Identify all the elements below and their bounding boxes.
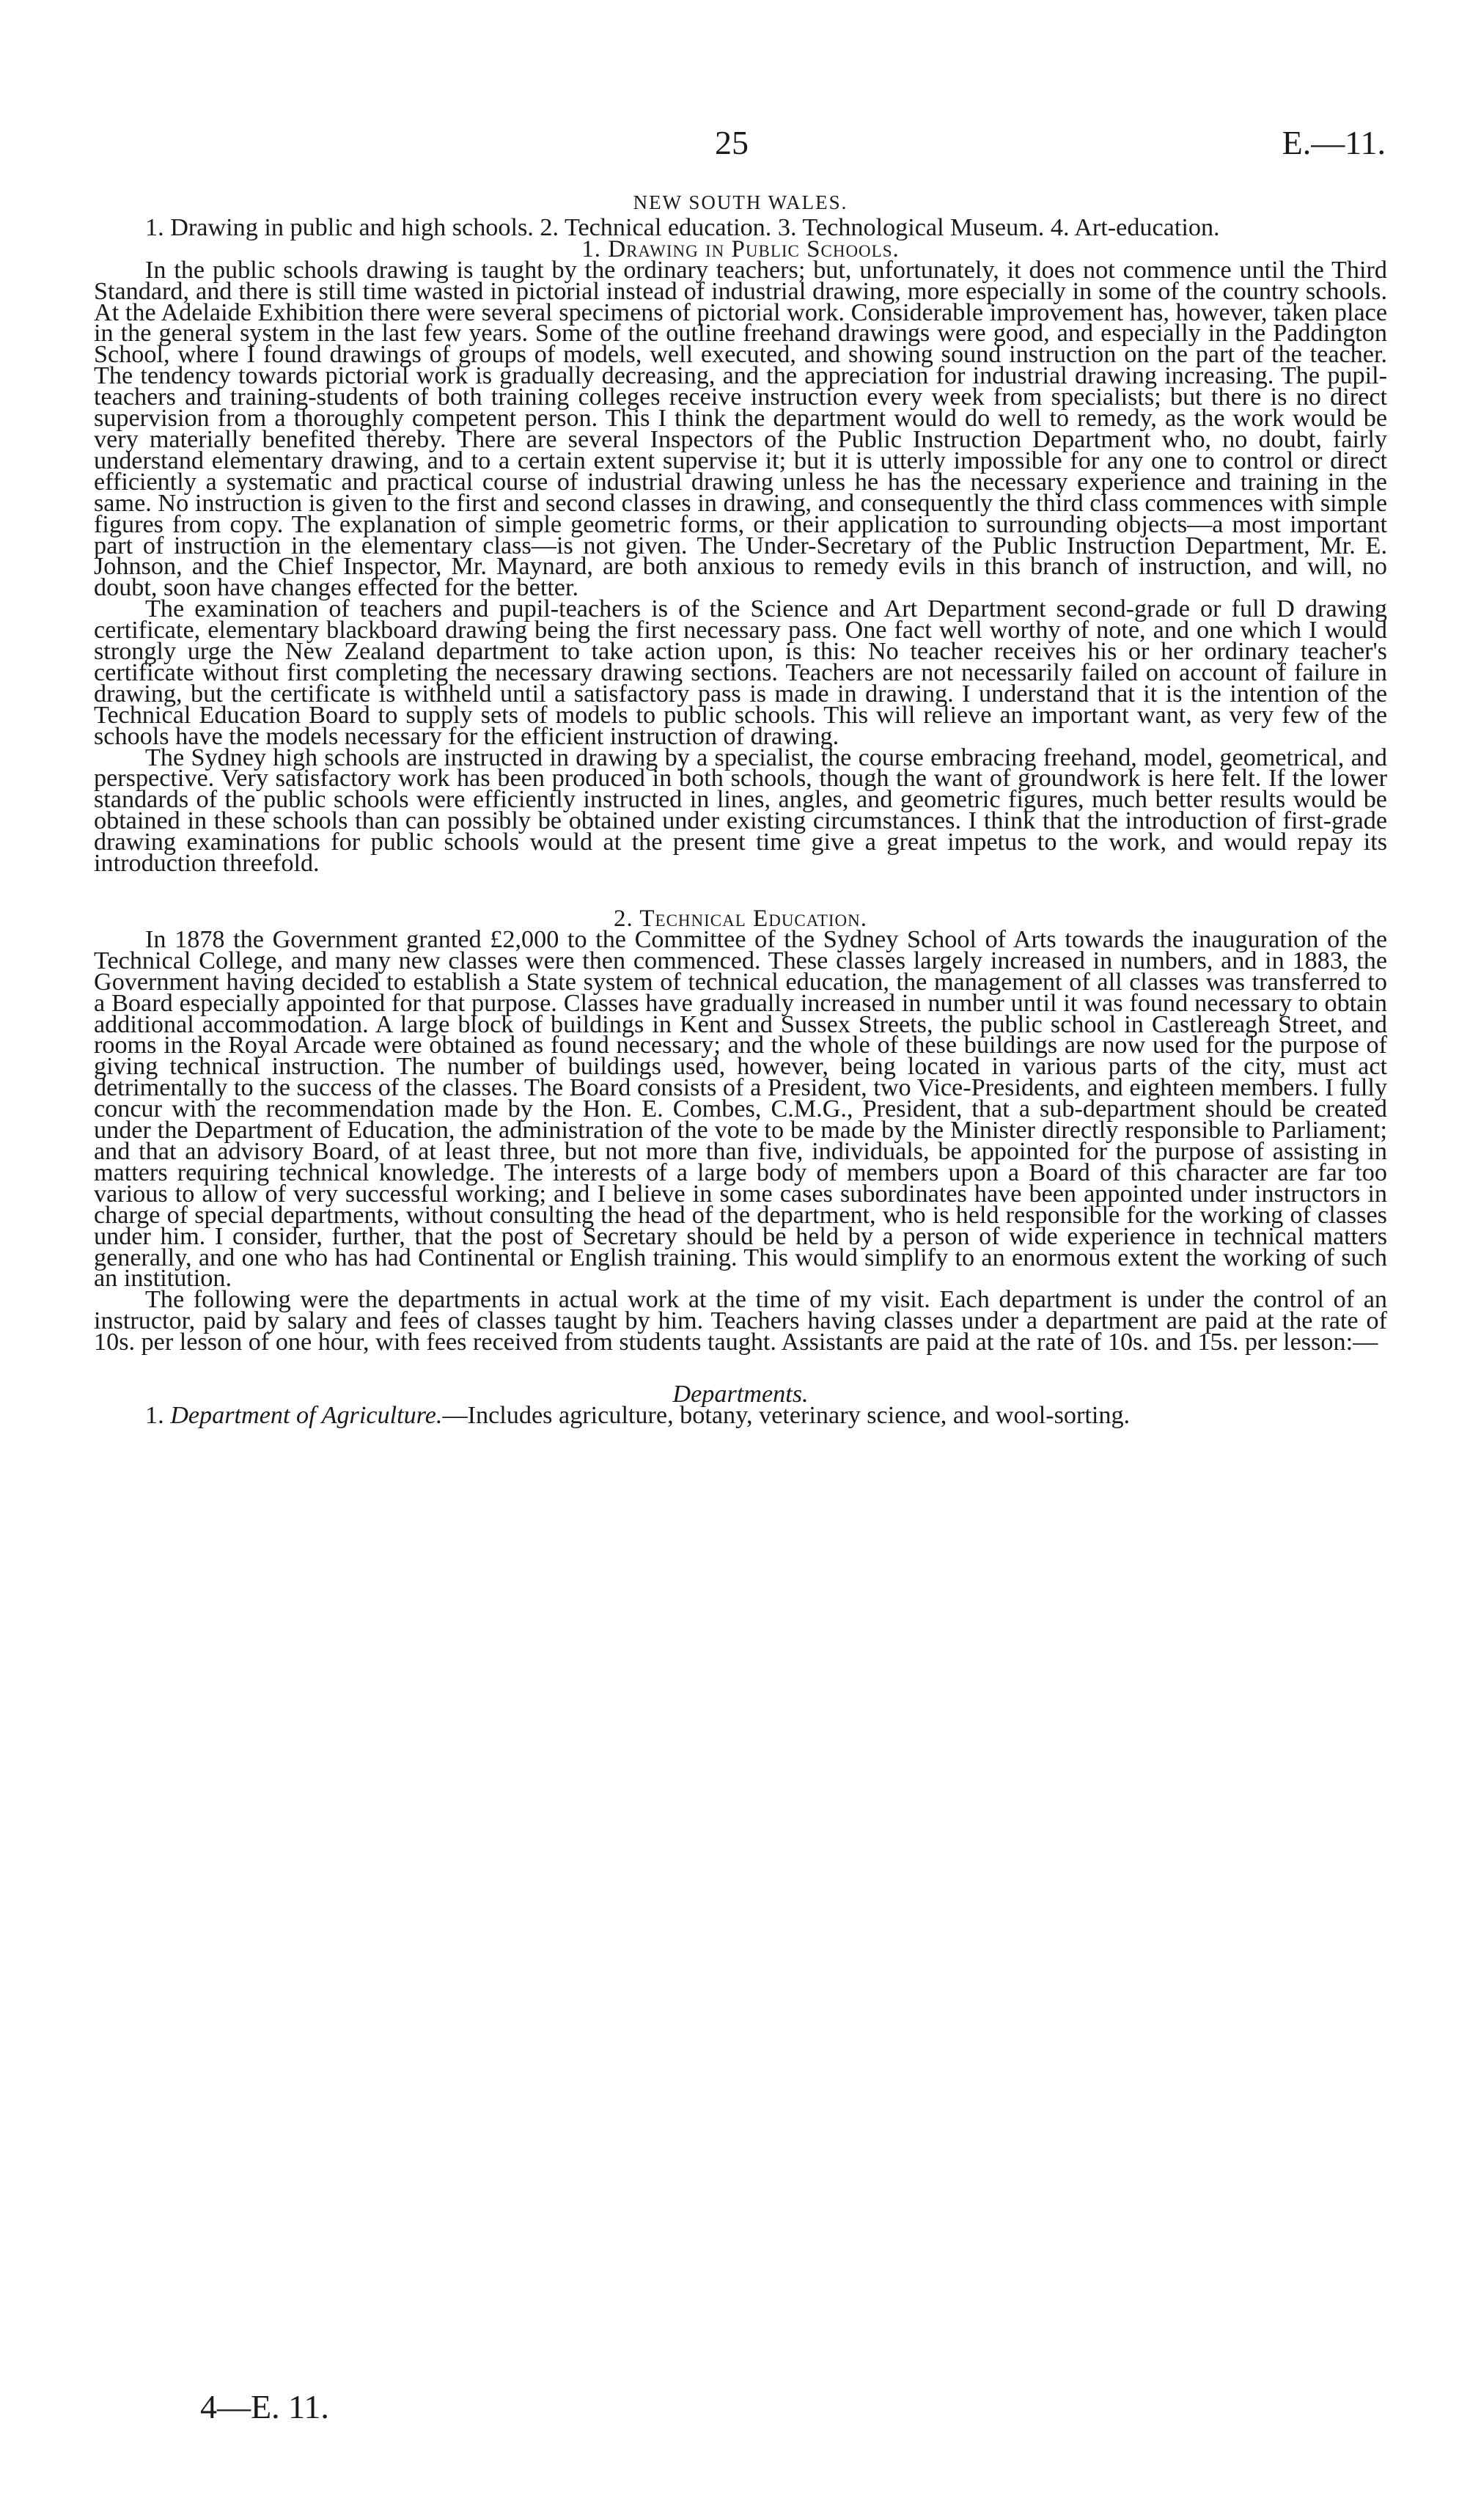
- document-body: [94, 192, 1387, 1427]
- region-title: NEW SOUTH WALES.: [633, 191, 848, 213]
- section-1-paragraph-3: The Sydney high schools are instructed in drawing by a specialist, the course embracing freehand, model, geometrical, and perspective. Very satisfactory work has been produced in both schools, though the want of groundwork is here felt. If the lower standards of the public schools were efficiently instructed in lines, angles, and geometric figures, much better results would be obtained in these schools than can possibly be obtained under existing circumstances. I think that the introduction of first-grade drawing examinations for public schools would at the present time give a great impetus to the work, and would repay its introduction threefold.: [94, 743, 1387, 878]
- section-1-paragraph-2: The examination of teachers and pupil-teachers is of the Science and Art Department second-grade or full D drawing certificate, elementary blackboard drawing being the first necessary pass. One fact well worthy of note, and one which I would strongly urge the New Zealand department to take action upon, is this: No teacher receives his or her ordinary teacher's certificate without first completing the necessary drawing sections. Teachers are not necessarily failed on account of failure in drawing, but the certificate is withheld until a satisfactory pass is made in drawing. I understand that it is the intention of the Technical Education Board to supply sets of models to public schools. This will relieve an important want, as very few of the schools have the models necessary for the efficient instruction of drawing.: [94, 595, 1387, 750]
- document-reference: E.—11.: [1282, 124, 1386, 161]
- topics-list: 1. Drawing in public and high schools. 2. Technical education. 3. Technological Museum. 4. Art-education.: [145, 213, 1220, 241]
- section-2-paragraph-1: In 1878 the Government granted £2,000 to the Committee of the Sydney School of Arts towards the inauguration of the Technical College, and many new classes were then commenced. These classes largely increased in numbers, and in 1883, the Government having decided to establish a State system of technical education, the management of all classes was transferred to a Board especially appointed for that purpose. Classes have gradually increased in number until it was found necessary to obtain additional accommodation. A large block of buildings in Kent and Sussex Streets, the public school in Castlereagh Street, and rooms in the Royal Arcade were obtained as found necessary; and the whole of these buildings are now used for the purpose of giving technical instruction. The number of buildings used, however, being located in various parts of the city, must act detrimentally to the success of the classes. The Board consists of a President, two Vice-Presidents, and eighteen members. I fully concur with the recommendation made by the Hon. E. Combes, C.M.G., President, that a sub-department should be created under the Department of Education, the administration of the vote to be made by the Minister directly responsible to Parliament; and that an advisory Board, of at least three, but not more than five, individuals, be appointed for the purpose of assisting in matters requiring technical knowledge. The interests of a large body of members upon a Board of this character are far too various to allow of very successful working; and I believe in some cases subordinates have been appointed under instructors in charge of special departments, without consulting the head of the department, who is held responsible for the working of classes under him. I consider, further, that the post of Secretary should be held by a person of wide experience in technical matters generally, and one who has had Continental or English training. This would simplify to an enormous extent the working of such an institution.: [94, 925, 1387, 1293]
- section-1-heading: 1. Drawing in Public Schools.: [581, 235, 900, 262]
- section-2-heading: 2. Technical Education.: [613, 905, 868, 932]
- signature-mark: 4—E. 11.: [200, 2388, 329, 2425]
- department-1-title: Department of Agriculture.: [170, 1401, 443, 1429]
- page-number: 25: [715, 124, 749, 161]
- department-1-text: —Includes agriculture, botany, veterinary science, and wool-sorting.: [442, 1401, 1131, 1429]
- department-1-item: [94, 1401, 1387, 1429]
- department-1-number: 1.: [145, 1401, 164, 1429]
- section-2-paragraph-2: The following were the departments in actual work at the time of my visit. Each department is under the control of an instructor, paid by salary and fees of classes taught by him. Teachers having classes under a department are paid at the rate of 10s. per lesson of one hour, with fees received from students taught. Assistants are paid at the rate of 10s. and 15s. per lesson:—: [94, 1286, 1387, 1356]
- departments-heading: Departments.: [672, 1381, 809, 1408]
- section-1-paragraph-1: In the public schools drawing is taught by the ordinary teachers; but, unfortunately, it does not commence until the Third Standard, and there is still time wasted in pictorial instead of industrial drawing, more especially in some of the country schools. At the Adelaide Exhibition there were several specimens of pictorial work. Considerable improvement has, however, taken place in the general system in the last few years. Some of the outline freehand drawings were good, and especially in the Paddington School, where I found drawings of groups of models, well executed, and showing sound instruction on the part of the teacher. The tendency towards pictorial work is gradually decreasing, and the appreciation for industrial drawing increasing. The pupil-teachers and training-students of both training colleges receive instruction every week from specialists; but there is no direct supervision from a thoroughly competent person. This I think the department would do well to remedy, as the work would be very materially benefited thereby. There are several Inspectors of the Public Instruction Department who, no doubt, fairly understand elementary drawing, and to a certain extent supervise it; but it is utterly impossible for any one to control or direct efficiently a systematic and practical course of industrial drawing unless he has the necessary experience and training in the same. No instruction is given to the first and second classes in drawing, and consequently the third class commences with simple figures from copy. The explanation of simple geometric forms, or their application to surrounding objects—a most important part of instruction in the elementary class—is not given. The Under-Secretary of the Public Instruction Department, Mr. E. Johnson, and the Chief Inspector, Mr. Maynard, are both anxious to remedy evils in this branch of instruction, and will, no doubt, soon have changes effected for the better.: [94, 256, 1387, 602]
